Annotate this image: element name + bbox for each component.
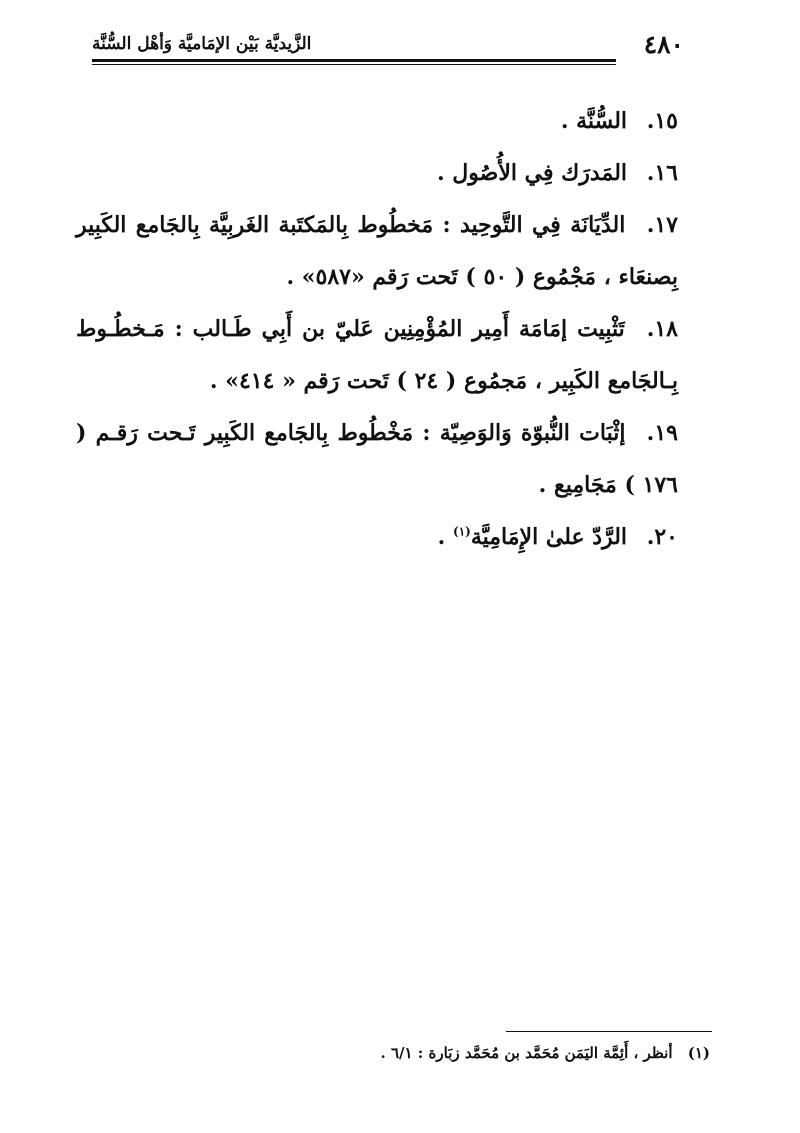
item-number: ١٦. (646, 160, 678, 186)
running-title: الزَّيديَّة بَيْن الإمَاميَّة وَأهْل السُّنَّة (92, 34, 312, 54)
works-list (76, 95, 678, 563)
footnote (300, 1040, 710, 1066)
footnote-marker: (١) (687, 1044, 710, 1062)
header-rule (92, 59, 616, 62)
item-trailing-punctuation: . (437, 524, 453, 550)
list-item (76, 303, 678, 407)
page-number: ٤٨٠ (643, 30, 684, 59)
item-text: تَثْبِيت إمَامَة أَمِير المُؤْمِنِين عَليّ بن أَبِي طَـالب : مَـخطُـوط بِـالجَامع الكَبِير ، مَجمُوع ( ٢٤ ) تَحت رَقم « ٤١٤» . (76, 316, 678, 394)
item-number: ١٥. (646, 108, 678, 134)
item-text: إثْبَات النُّبوّة وَالوَصِيّة : مَخْطُوط بِالجَامع الكَبِير تَـحت رَقـم ( ١٧٦ ) مَجَامِيع . (76, 420, 678, 498)
item-number: ١٧. (646, 212, 678, 238)
header-rule-thin (92, 64, 616, 65)
item-text: السُّنَّة . (560, 108, 628, 134)
footnote-separator (506, 1031, 712, 1032)
item-number: ١٨. (646, 316, 678, 342)
item-number: ١٩. (646, 420, 678, 446)
page-header (92, 28, 684, 68)
list-item (76, 95, 678, 147)
list-item (76, 199, 678, 303)
list-item (76, 147, 678, 199)
footnote-text: أنظر ، أَئِمَّة اليَمَن مُحَمَّد بن مُحَمَّد زبَارة : ٦/١ . (380, 1044, 673, 1062)
item-text: الدِّيَانَة فِي التَّوحِيد : مَخطُوط بِالمَكتَبة الغَربِيَّة بِالجَامع الكَبِير بِصنعَاء ، مَجْمُوع ( ٥٠ ) تَحت رَقم «٥٨٧» . (76, 212, 678, 290)
list-item (76, 511, 678, 563)
list-item (76, 407, 678, 511)
item-text: المَدرَك فِي الأُصُول . (436, 160, 628, 186)
item-text: الرَّدّ علىٰ الإِمَامِيَّة (470, 524, 628, 550)
footnote-reference[interactable]: (١) (453, 524, 471, 539)
item-number: ٢٠. (646, 524, 678, 550)
